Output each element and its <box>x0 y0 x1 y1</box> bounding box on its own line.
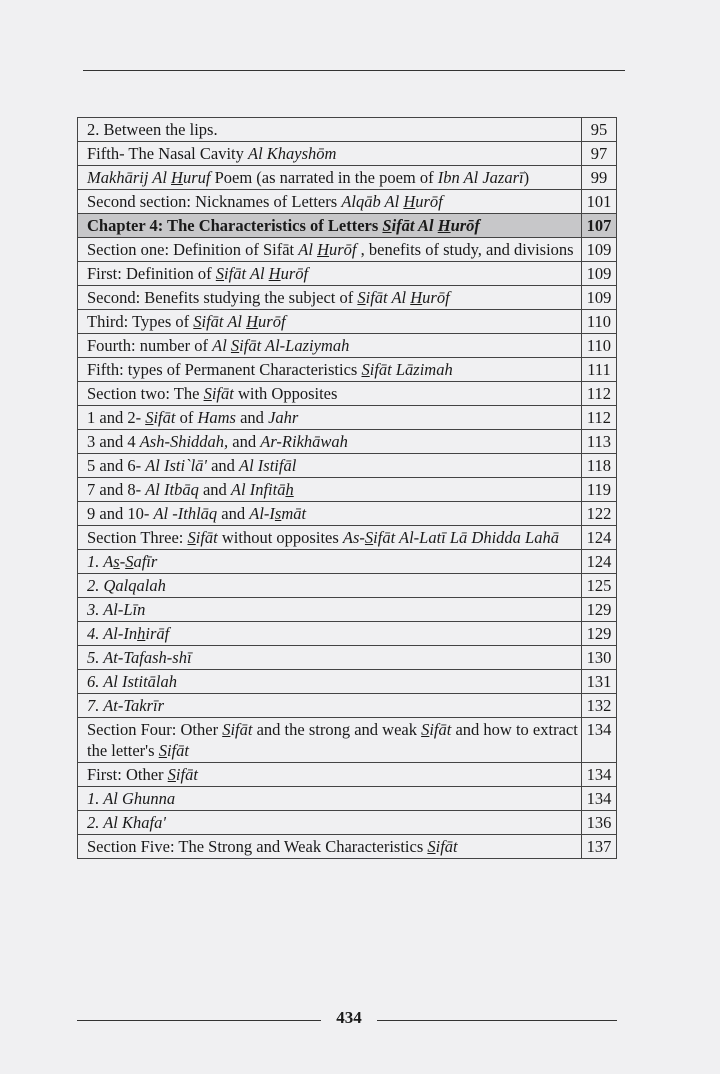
toc-entry-text: and <box>217 504 250 523</box>
toc-entry-text: ifāt Al <box>201 312 247 331</box>
toc-entry-page: 97 <box>582 142 617 166</box>
toc-entry-text: ifāt <box>166 741 189 760</box>
toc-entry-text: S <box>167 765 176 784</box>
toc-entry-page: 110 <box>582 310 617 334</box>
toc-entry-text: As- <box>342 528 365 547</box>
toc-entry-text: S <box>382 216 392 235</box>
toc-entry-text: Second section: Nicknames of Letters <box>87 192 342 211</box>
toc-row <box>78 238 617 262</box>
toc-entry-text: ifāt <box>175 765 198 784</box>
toc-entry-text: of <box>175 408 198 427</box>
toc-entry-text: Fifth: types of Permanent Characteristics <box>87 360 362 379</box>
toc-row <box>78 382 617 406</box>
toc-entry-page: 129 <box>582 622 617 646</box>
toc-entry-page: 124 <box>582 550 617 574</box>
toc-entry-title <box>78 406 582 430</box>
toc-entry-text: H <box>246 312 259 331</box>
toc-row <box>78 118 617 142</box>
toc-entry-text: 5. At-Tafash-shī <box>87 648 192 667</box>
toc-entry-text: S <box>203 384 212 403</box>
toc-entry-title <box>78 214 582 238</box>
toc-entry-page: 112 <box>582 382 617 406</box>
toc-row <box>78 694 617 718</box>
toc-entry-title <box>78 286 582 310</box>
toc-entry-title <box>78 835 582 859</box>
toc-entry-page: 129 <box>582 598 617 622</box>
toc-entry-text: 7 and 8- <box>87 480 146 499</box>
toc-entry-title <box>78 526 582 550</box>
toc-entry-text: s <box>274 504 282 523</box>
toc-entry-text: māt <box>281 504 307 523</box>
toc-entry-text: S <box>193 312 202 331</box>
toc-entry-text: S <box>361 360 370 379</box>
toc-entry-page: 111 <box>582 358 617 382</box>
toc-entry-text: S <box>364 528 374 547</box>
toc-entry-text: afīr <box>133 552 158 571</box>
toc-entry-page: 130 <box>582 646 617 670</box>
toc-entry-page: 134 <box>582 787 617 811</box>
toc-entry-text: H <box>171 168 183 187</box>
toc-entry-text: urōf <box>280 264 309 283</box>
toc-entry-text: Al Istifāl <box>239 456 297 475</box>
toc-row <box>78 763 617 787</box>
toc-row <box>78 718 617 763</box>
toc-row <box>78 502 617 526</box>
toc-entry-text: Fifth- The Nasal Cavity <box>87 144 249 163</box>
toc-row <box>78 406 617 430</box>
toc-entry-page: 99 <box>582 166 617 190</box>
toc-entry-page: 136 <box>582 811 617 835</box>
toc-entry-page: 122 <box>582 502 617 526</box>
toc-entry-title <box>78 670 582 694</box>
toc-row <box>78 454 617 478</box>
toc-entry-page: 119 <box>582 478 617 502</box>
toc-entry-page: 131 <box>582 670 617 694</box>
toc-row <box>78 166 617 190</box>
toc-entry-text: ifāt <box>195 528 218 547</box>
toc-entry-text: Poem (as narrated in the poem of <box>210 168 438 187</box>
toc-entry-text: urōf <box>450 216 480 235</box>
toc-entry-text: ifāt <box>211 384 234 403</box>
toc-entry-text: h <box>137 624 146 643</box>
toc-row <box>78 142 617 166</box>
toc-entry-page: 113 <box>582 430 617 454</box>
toc-entry-text: ifāt Al <box>391 216 438 235</box>
toc-entry-title <box>78 598 582 622</box>
toc-row <box>78 622 617 646</box>
toc-entry-text: ifāt Lāzimah <box>369 360 453 379</box>
toc-entry-text: and <box>235 408 269 427</box>
toc-entry-text: 4. Al-In <box>87 624 138 643</box>
toc-entry-text: Ash-Shiddah, <box>139 432 229 451</box>
toc-entry-page: 107 <box>582 214 617 238</box>
toc-row <box>78 334 617 358</box>
toc-entry-text: S <box>187 528 196 547</box>
toc-entry-text: Jahr <box>268 408 299 427</box>
toc-entry-text: Fourth: number of <box>87 336 213 355</box>
toc-entry-title <box>78 142 582 166</box>
toc-entry-text: urōf <box>422 288 450 307</box>
toc-entry-page: 110 <box>582 334 617 358</box>
toc-entry-text: s <box>113 552 120 571</box>
toc-entry-title <box>78 646 582 670</box>
toc-entry-text: Section Three: <box>87 528 188 547</box>
toc-entry-text: S <box>222 720 231 739</box>
toc-entry-text: 3 and 4 <box>87 432 140 451</box>
toc-entry-page: 101 <box>582 190 617 214</box>
toc-entry-text: irāf <box>145 624 170 643</box>
toc-entry-page: 95 <box>582 118 617 142</box>
toc-row <box>78 670 617 694</box>
toc-entry-text: Third: Types of <box>87 312 194 331</box>
toc-entry-title <box>78 478 582 502</box>
toc-entry-title <box>78 262 582 286</box>
toc-entry-text: S <box>421 720 430 739</box>
toc-entry-text: 2. Between the lips. <box>87 120 218 139</box>
toc-row <box>78 190 617 214</box>
toc-entry-title <box>78 334 582 358</box>
toc-entry-text: Al Isti`lā' <box>145 456 207 475</box>
toc-entry-text: S <box>230 336 240 355</box>
toc-entry-text: H <box>410 288 423 307</box>
toc-entry-text: urōf <box>258 312 286 331</box>
page-footer <box>77 1008 617 1032</box>
toc-entry-title <box>78 118 582 142</box>
toc-entry-text: Section one: Definition of Sifāt <box>87 240 299 259</box>
toc-entry-text: S <box>125 552 134 571</box>
toc-entry-text: ifāt Al-Latī Lā Dhidda Lahā <box>373 528 559 547</box>
toc-entry-page: 132 <box>582 694 617 718</box>
toc-entry-text: 2. Qalqalah <box>87 576 166 595</box>
toc-entry-text: and the strong and weak <box>252 720 422 739</box>
toc-entry-text: 1. A <box>87 552 114 571</box>
toc-row <box>78 526 617 550</box>
toc-entry-text: S <box>357 288 366 307</box>
toc-entry-text: ifāt <box>153 408 176 427</box>
toc-entry-text: Al Khayshōm <box>248 144 337 163</box>
toc-entry-text: Ar-Rikhāwah <box>260 432 348 451</box>
toc-entry-text: Section Five: The Strong and Weak Characteristics <box>87 837 428 856</box>
toc-entry-text: Al Infitā <box>230 480 286 499</box>
toc-entry-text: ifāt Al <box>365 288 411 307</box>
footer-rule-right <box>377 1020 617 1021</box>
toc-entry-text: Section Four: Other <box>87 720 223 739</box>
toc-entry-text: ifāt <box>435 837 458 856</box>
toc-entry-title <box>78 550 582 574</box>
toc-entry-text: S <box>427 837 436 856</box>
toc-entry-text: Chapter 4: The Characteristics of Letters <box>87 216 383 235</box>
toc-row <box>78 787 617 811</box>
toc-entry-page: 134 <box>582 763 617 787</box>
toc-entry-text: uruf <box>182 168 211 187</box>
toc-entry-text: Section two: The <box>87 384 204 403</box>
toc-entry-text: ifāt <box>230 720 253 739</box>
toc-row <box>78 811 617 835</box>
toc-entry-text: S <box>215 264 225 283</box>
toc-entry-title <box>78 622 582 646</box>
toc-entry-title <box>78 718 582 763</box>
toc-entry-text: ) <box>523 168 530 187</box>
toc-entry-text: Ibn Al Jazarī <box>437 168 524 187</box>
toc-entry-title <box>78 787 582 811</box>
toc-entry-text: Al <box>298 240 318 259</box>
toc-entry-text: with Opposites <box>233 384 338 403</box>
toc-entry-title <box>78 310 582 334</box>
toc-entry-text: Al -Ithlāq <box>153 504 218 523</box>
toc-entry-title <box>78 382 582 406</box>
toc-entry-title <box>78 358 582 382</box>
toc-entry-title <box>78 238 582 262</box>
toc-entry-page: 109 <box>582 238 617 262</box>
toc-entry-text: 1 and 2- <box>87 408 146 427</box>
toc-entry-text: 2. Al Khafa' <box>87 813 166 832</box>
toc-entry-text: , benefits of study, and divisions <box>356 240 574 259</box>
toc-entry-text: 6. Al Istitālah <box>87 672 177 691</box>
header-rule <box>83 70 625 71</box>
toc-entry-text: ifāt Al-Laziymah <box>239 336 350 355</box>
toc-entry-text: ifāt Al <box>224 264 269 283</box>
toc-row <box>78 286 617 310</box>
toc-entry-title <box>78 811 582 835</box>
toc-row <box>78 478 617 502</box>
toc-entry-page: 134 <box>582 718 617 763</box>
toc-entry-page: 118 <box>582 454 617 478</box>
toc-row <box>78 835 617 859</box>
toc-entry-text: and <box>228 432 261 451</box>
toc-entry-text: 5 and 6- <box>87 456 146 475</box>
toc-entry-text: Second: Benefits studying the subject of <box>87 288 358 307</box>
toc-entry-text: First: Definition of <box>87 264 216 283</box>
toc-row <box>78 550 617 574</box>
toc-entry-text: - <box>119 552 126 571</box>
toc-entry-title <box>78 190 582 214</box>
toc-entry-text: Alqāb Al <box>341 192 404 211</box>
toc-entry-page: 109 <box>582 286 617 310</box>
toc-entry-page: 125 <box>582 574 617 598</box>
toc-entry-text: 7. At-Takrīr <box>87 696 165 715</box>
toc-entry-text: urōf <box>415 192 443 211</box>
toc-entry-text: Hams <box>197 408 236 427</box>
toc-entry-text: H <box>268 264 281 283</box>
toc-entry-text: 3. Al-Līn <box>87 600 146 619</box>
toc-entry-text: S <box>145 408 154 427</box>
toc-entry-text: First: Other <box>87 765 168 784</box>
toc-entry-text: ifāt <box>429 720 452 739</box>
toc-row <box>78 310 617 334</box>
toc-entry-title <box>78 502 582 526</box>
toc-entry-page: 109 <box>582 262 617 286</box>
toc-entry-text: Al Itbāq <box>145 480 199 499</box>
toc-entry-text: Makhārij Al <box>87 168 172 187</box>
toc-row <box>78 598 617 622</box>
toc-entry-title <box>78 454 582 478</box>
toc-row <box>78 574 617 598</box>
toc-entry-title <box>78 574 582 598</box>
toc-row <box>78 358 617 382</box>
toc-entry-text: H <box>317 240 329 259</box>
toc-entry-title <box>78 166 582 190</box>
toc-entry-title <box>78 430 582 454</box>
toc-entry-text: H <box>403 192 416 211</box>
toc-entry-page: 112 <box>582 406 617 430</box>
toc-entry-text: and <box>198 480 231 499</box>
table-of-contents <box>77 117 617 859</box>
toc-entry-text: Al-I <box>249 504 275 523</box>
footer-rule-left <box>77 1020 321 1021</box>
toc-entry-page: 124 <box>582 526 617 550</box>
toc-row <box>78 262 617 286</box>
toc-row <box>78 430 617 454</box>
toc-row <box>78 646 617 670</box>
toc-entry-text: and <box>206 456 240 475</box>
toc-entry-text: H <box>437 216 451 235</box>
toc-chapter-row <box>78 214 617 238</box>
toc-entry-text: 9 and 10- <box>87 504 154 523</box>
page-number: 434 <box>336 1008 362 1027</box>
toc-entry-text: S <box>158 741 167 760</box>
toc-entry-text: without opposites <box>217 528 343 547</box>
toc-entry-text: h <box>285 480 294 499</box>
toc-entry-text: 1. Al Ghunna <box>87 789 176 808</box>
toc-entry-page: 137 <box>582 835 617 859</box>
toc-entry-title <box>78 694 582 718</box>
toc-entry-text: urōf <box>328 240 357 259</box>
toc-entry-title <box>78 763 582 787</box>
toc-entry-text: Al <box>212 336 231 355</box>
toc-entry-text: and how to extract the letter's <box>87 720 578 760</box>
